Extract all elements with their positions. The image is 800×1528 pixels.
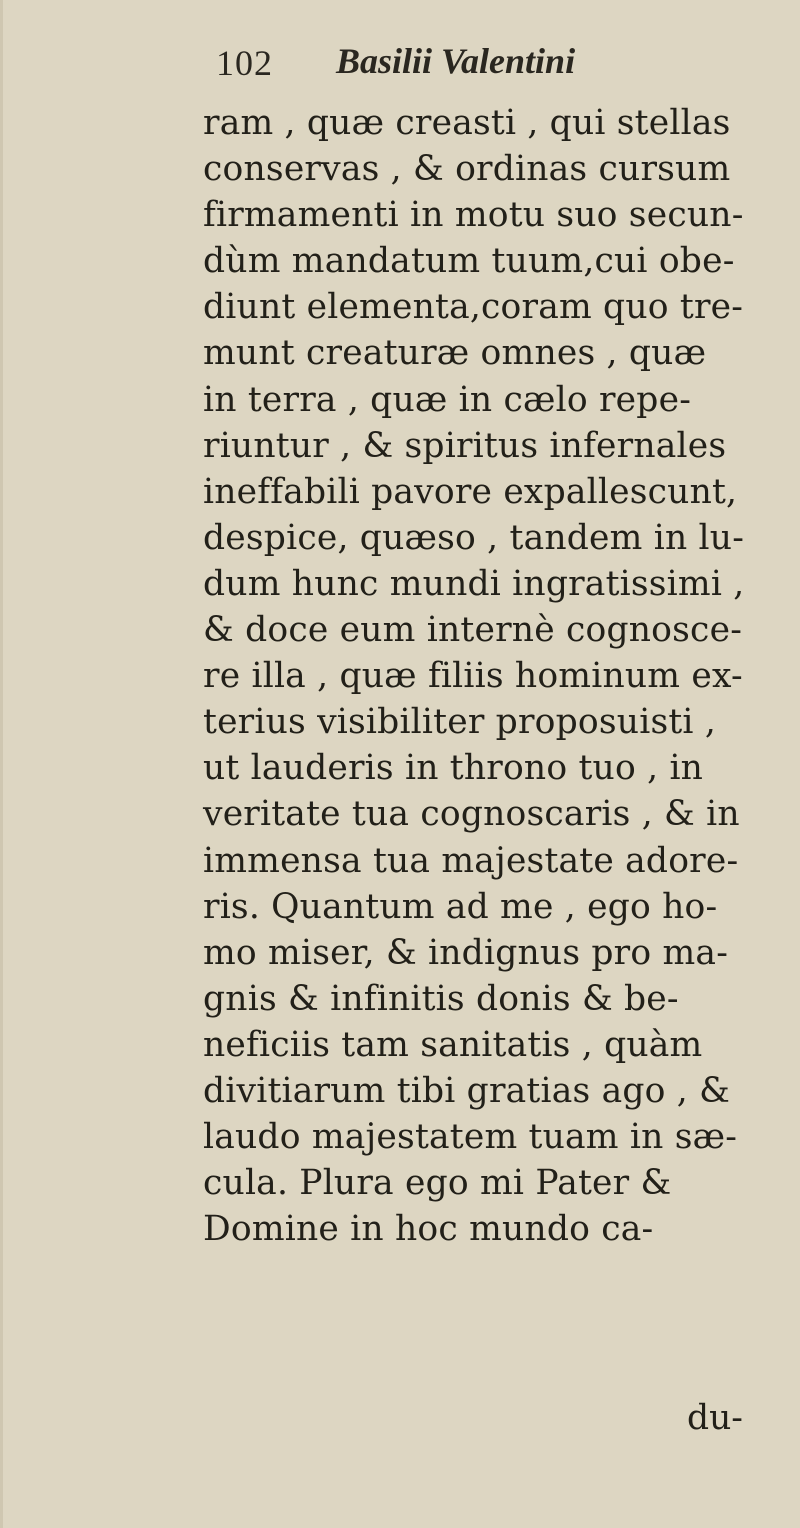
body-text	[203, 100, 793, 1252]
text-line: dùm mandatum tuum,cui obe-	[203, 241, 735, 282]
text-line: ram , quæ creasti , qui stellas	[203, 103, 731, 143]
text-line: diunt elementa,coram quo tre-	[203, 287, 744, 328]
catchword: du-	[687, 1398, 743, 1438]
text-line: dum hunc mundi ingratissimi ,	[203, 563, 745, 604]
text-line: immensa tua majestate adore-	[203, 840, 739, 881]
text-line: ineffabili pavore expallescunt,	[203, 471, 738, 512]
text-line: veritate tua cognoscaris , & in	[203, 794, 740, 835]
text-line: re illa , quæ filiis hominum ex-	[203, 656, 743, 697]
text-line: ut lauderis in throno tuo , in	[203, 748, 704, 789]
text-line: cula. Plura ego mi Pater &	[203, 1163, 672, 1204]
running-title: Basilii Valentini	[336, 41, 576, 81]
text-line: Domine in hoc mundo ca-	[203, 1209, 654, 1250]
text-line: in terra , quæ in cælo repe-	[203, 379, 692, 420]
running-head	[208, 40, 768, 90]
text-line: neficiis tam sanitatis , quàm	[203, 1024, 703, 1065]
text-line: & doce eum internè cognosce-	[203, 610, 743, 651]
text-line: firmamenti in motu suo secun-	[203, 195, 744, 236]
text-line: terius visibiliter proposuisti ,	[203, 702, 716, 743]
text-line: conservas , & ordinas cursum	[203, 149, 731, 190]
text-line: laudo majestatem tuam in sæ-	[203, 1117, 738, 1158]
text-line: munt creaturæ omnes , quæ	[203, 333, 707, 374]
text-line: divitiarum tibi gratias ago , &	[203, 1070, 731, 1111]
text-line: riuntur , & spiritus infernales	[203, 425, 727, 466]
text-line: despice, quæso , tandem in lu-	[203, 517, 745, 558]
text-line: ris. Quantum ad me , ego ho-	[203, 886, 718, 927]
text-line: mo miser, & indignus pro ma-	[203, 932, 729, 973]
page-number: 102	[216, 43, 273, 83]
text-line: gnis & infinitis donis & be-	[203, 978, 679, 1019]
